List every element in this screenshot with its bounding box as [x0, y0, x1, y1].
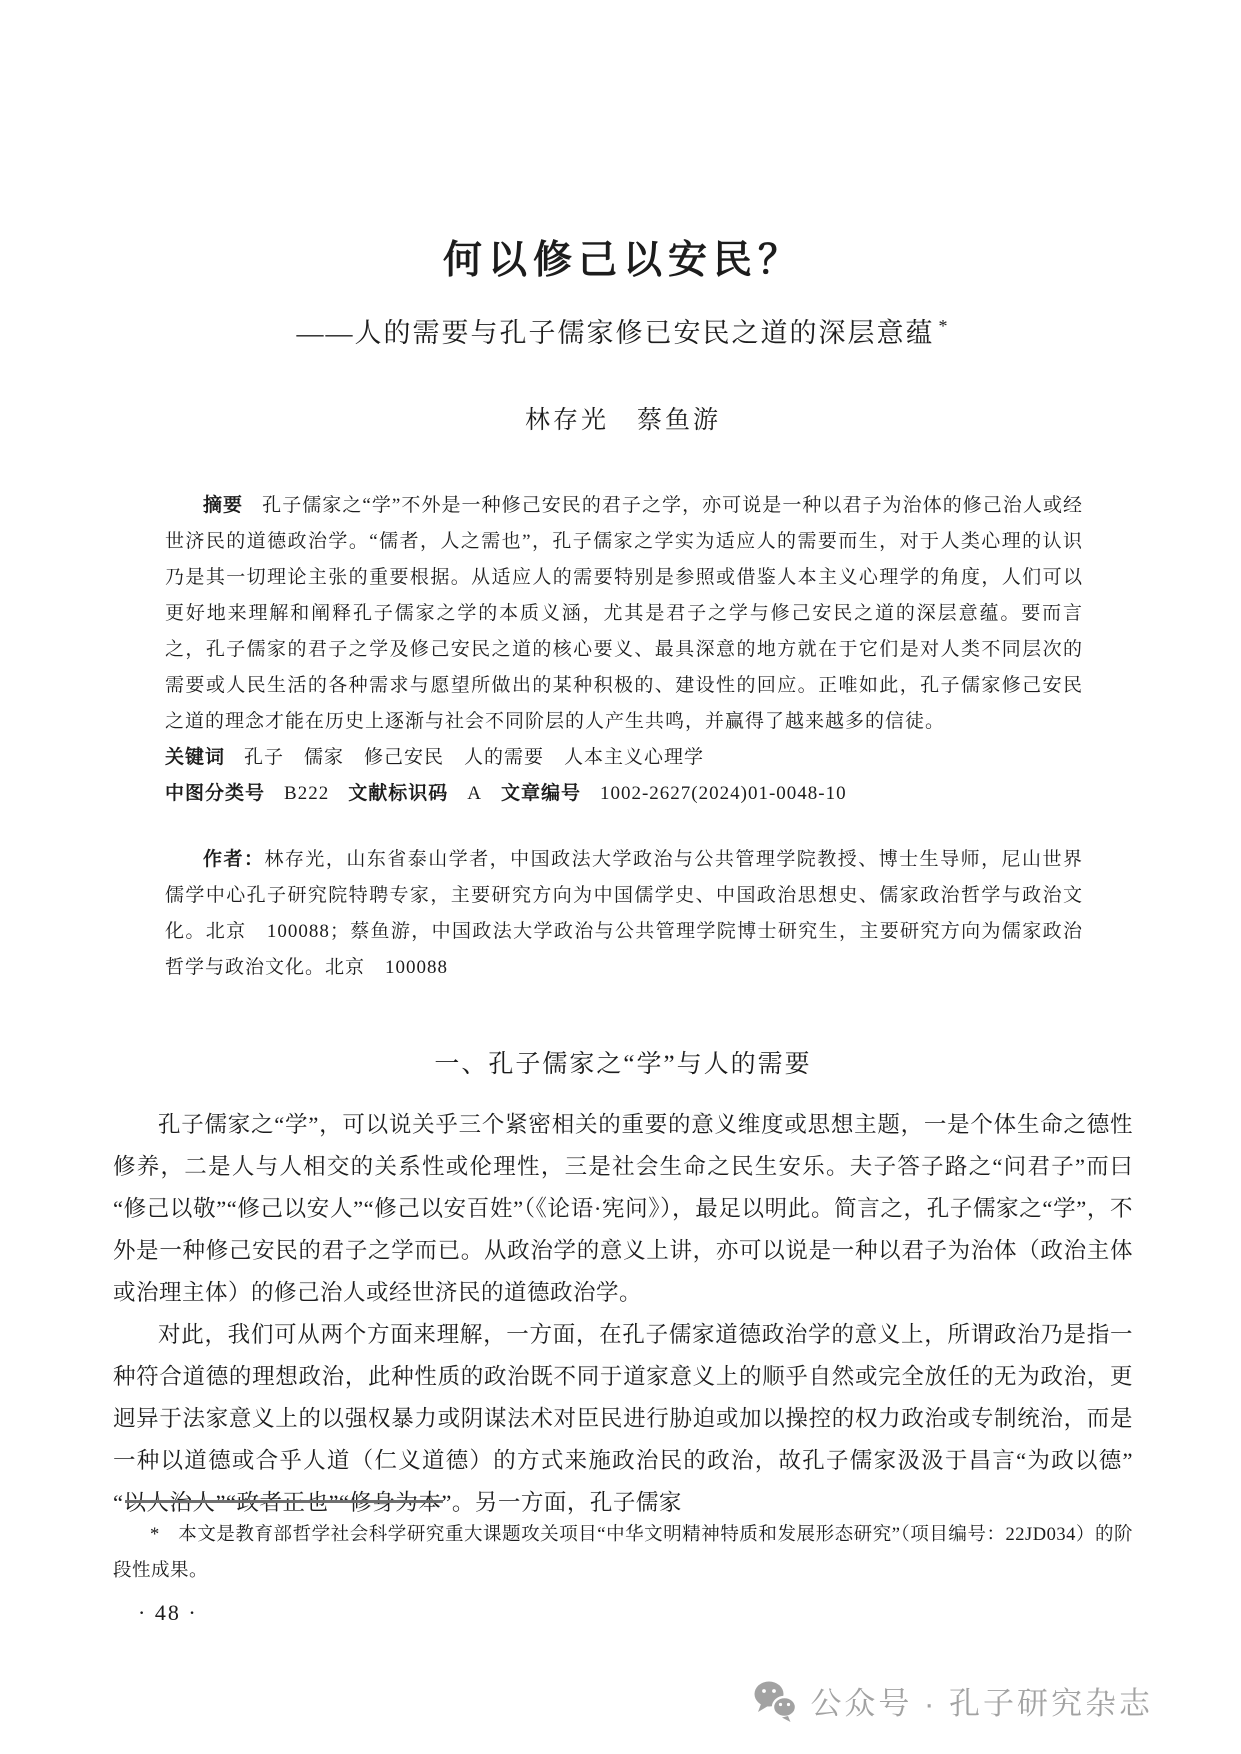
- abstract-paragraph: [165, 488, 1083, 740]
- author-bio-text: 林存光，山东省泰山学者，中国政法大学政治与公共管理学院教授、博士生导师，尼山世界儒学中心孔子研究院特聘专家，主要研究方向为中国儒学史、中国政治思想史、儒家政治哲学与政治文化。北京 100088；蔡鱼游，中国政法大学政治与公共管理学院博士研究生，主要研究方向为儒家政治哲学与政治文化。北京 100088: [165, 849, 1083, 979]
- authors-line: 林存光 蔡鱼游: [524, 407, 721, 435]
- title-footnote-marker: *: [938, 316, 950, 337]
- keywords-label: 关键词: [165, 747, 226, 769]
- footnote-text: 本文是教育部哲学社会科学研究重大课题攻关项目“中华文明精神特质和发展形态研究”（项目编号：22JD034）的阶段性成果。: [113, 1525, 1133, 1581]
- section-heading: 一、孔子儒家之“学”与人的需要: [434, 1051, 812, 1079]
- wechat-icon: [752, 1680, 798, 1722]
- footnote: [113, 1517, 1133, 1589]
- body-paragraph-1: 孔子儒家之“学”，可以说关乎三个紧密相关的重要的意义维度或思想主题，一是个体生命之德性修养，二是人与人相交的关系性或伦理性，三是社会生命之民生安乐。夫子答子路之“问君子”而曰“修己以敬”“修己以安人”“修己以安百姓”（《论语·宪问》），最足以明此。简言之，孔子儒家之“学”，不外是一种修己安民的君子之学而已。从政治学的意义上讲，亦可以说是一种以君子为治体（政治主体或治理主体）的修己治人或经世济民的道德政治学。: [113, 1112, 1133, 1306]
- page-number: · 48 ·: [138, 1600, 198, 1625]
- doc-code-value: A: [467, 783, 482, 805]
- keywords-text: 孔子 儒家 修己安民 人的需要 人本主义心理学: [244, 747, 705, 769]
- watermark-text: 公众号 · 孔子研究杂志: [810, 1686, 1153, 1721]
- abstract-label: 摘要: [203, 495, 244, 517]
- footnote-area: [113, 1500, 1133, 1589]
- article-id-label: 文章编号: [500, 783, 581, 805]
- article-subtitle: [113, 311, 1133, 350]
- footnote-divider: [125, 1500, 443, 1503]
- clc-value: B222: [284, 783, 330, 805]
- clc-label: 中图分类号: [165, 783, 266, 805]
- author-bio-label: 作者：: [203, 849, 265, 871]
- keywords-line: [165, 740, 1083, 776]
- doc-code-label: 文献标识码: [348, 783, 449, 805]
- clc-line: [165, 776, 1083, 812]
- body-paragraph-2: 对此，我们可从两个方面来理解，一方面，在孔子儒家道德政治学的意义上，所谓政治乃是指一种符合道德的理想政治，此种性质的政治既不同于道家意义上的顺乎自然或完全放任的无为政治，更迥异于法家意义上的以强权暴力或阴谋法术对臣民进行胁迫或加以操控的权力政治或专制统治，而是一种以道德或合乎人道（仁义道德）的方式来施政治民的政治，故孔子儒家汲汲于昌言“为政以德”“以人治人”“政者正也”“修身为本”。另一方面，孔子儒家: [113, 1322, 1133, 1516]
- article-title: 何以修己以安民？: [442, 239, 803, 283]
- subtitle-text: ——人的需要与孔子儒家修已安民之道的深层意蕴: [296, 318, 935, 349]
- abstract-text: 孔子儒家之“学”不外是一种修己安民的君子之学，亦可说是一种以君子为治体的修己治人或经世济民的道德政治学。“儒者，人之需也”，孔子儒家之学实为适应人的需要而生，对于人类心理的认识乃是其一切理论主张的重要根据。从适应人的需要特别是参照或借鉴人本主义心理学的角度，人们可以更好地来理解和阐释孔子儒家之学的本质义涵，尤其是君子之学与修己安民之道的深层意蕴。要而言之，孔子儒家的君子之学及修己安民之道的核心要义、最具深意的地方就在于它们是对人类不同层次的需要或人民生活的各种需求与愿望所做出的某种积极的、建设性的回应。正唯如此，孔子儒家修己安民之道的理念才能在历史上逐渐与社会不同阶层的人产生共鸣，并赢得了越来越多的信徒。: [165, 495, 1083, 733]
- article-id-value: 1002-2627(2024)01-0048-10: [599, 783, 847, 805]
- abstract-block: [165, 488, 1083, 812]
- author-bio: [165, 842, 1083, 986]
- journal-watermark: [752, 1678, 1153, 1723]
- footnote-marker: *: [150, 1525, 160, 1545]
